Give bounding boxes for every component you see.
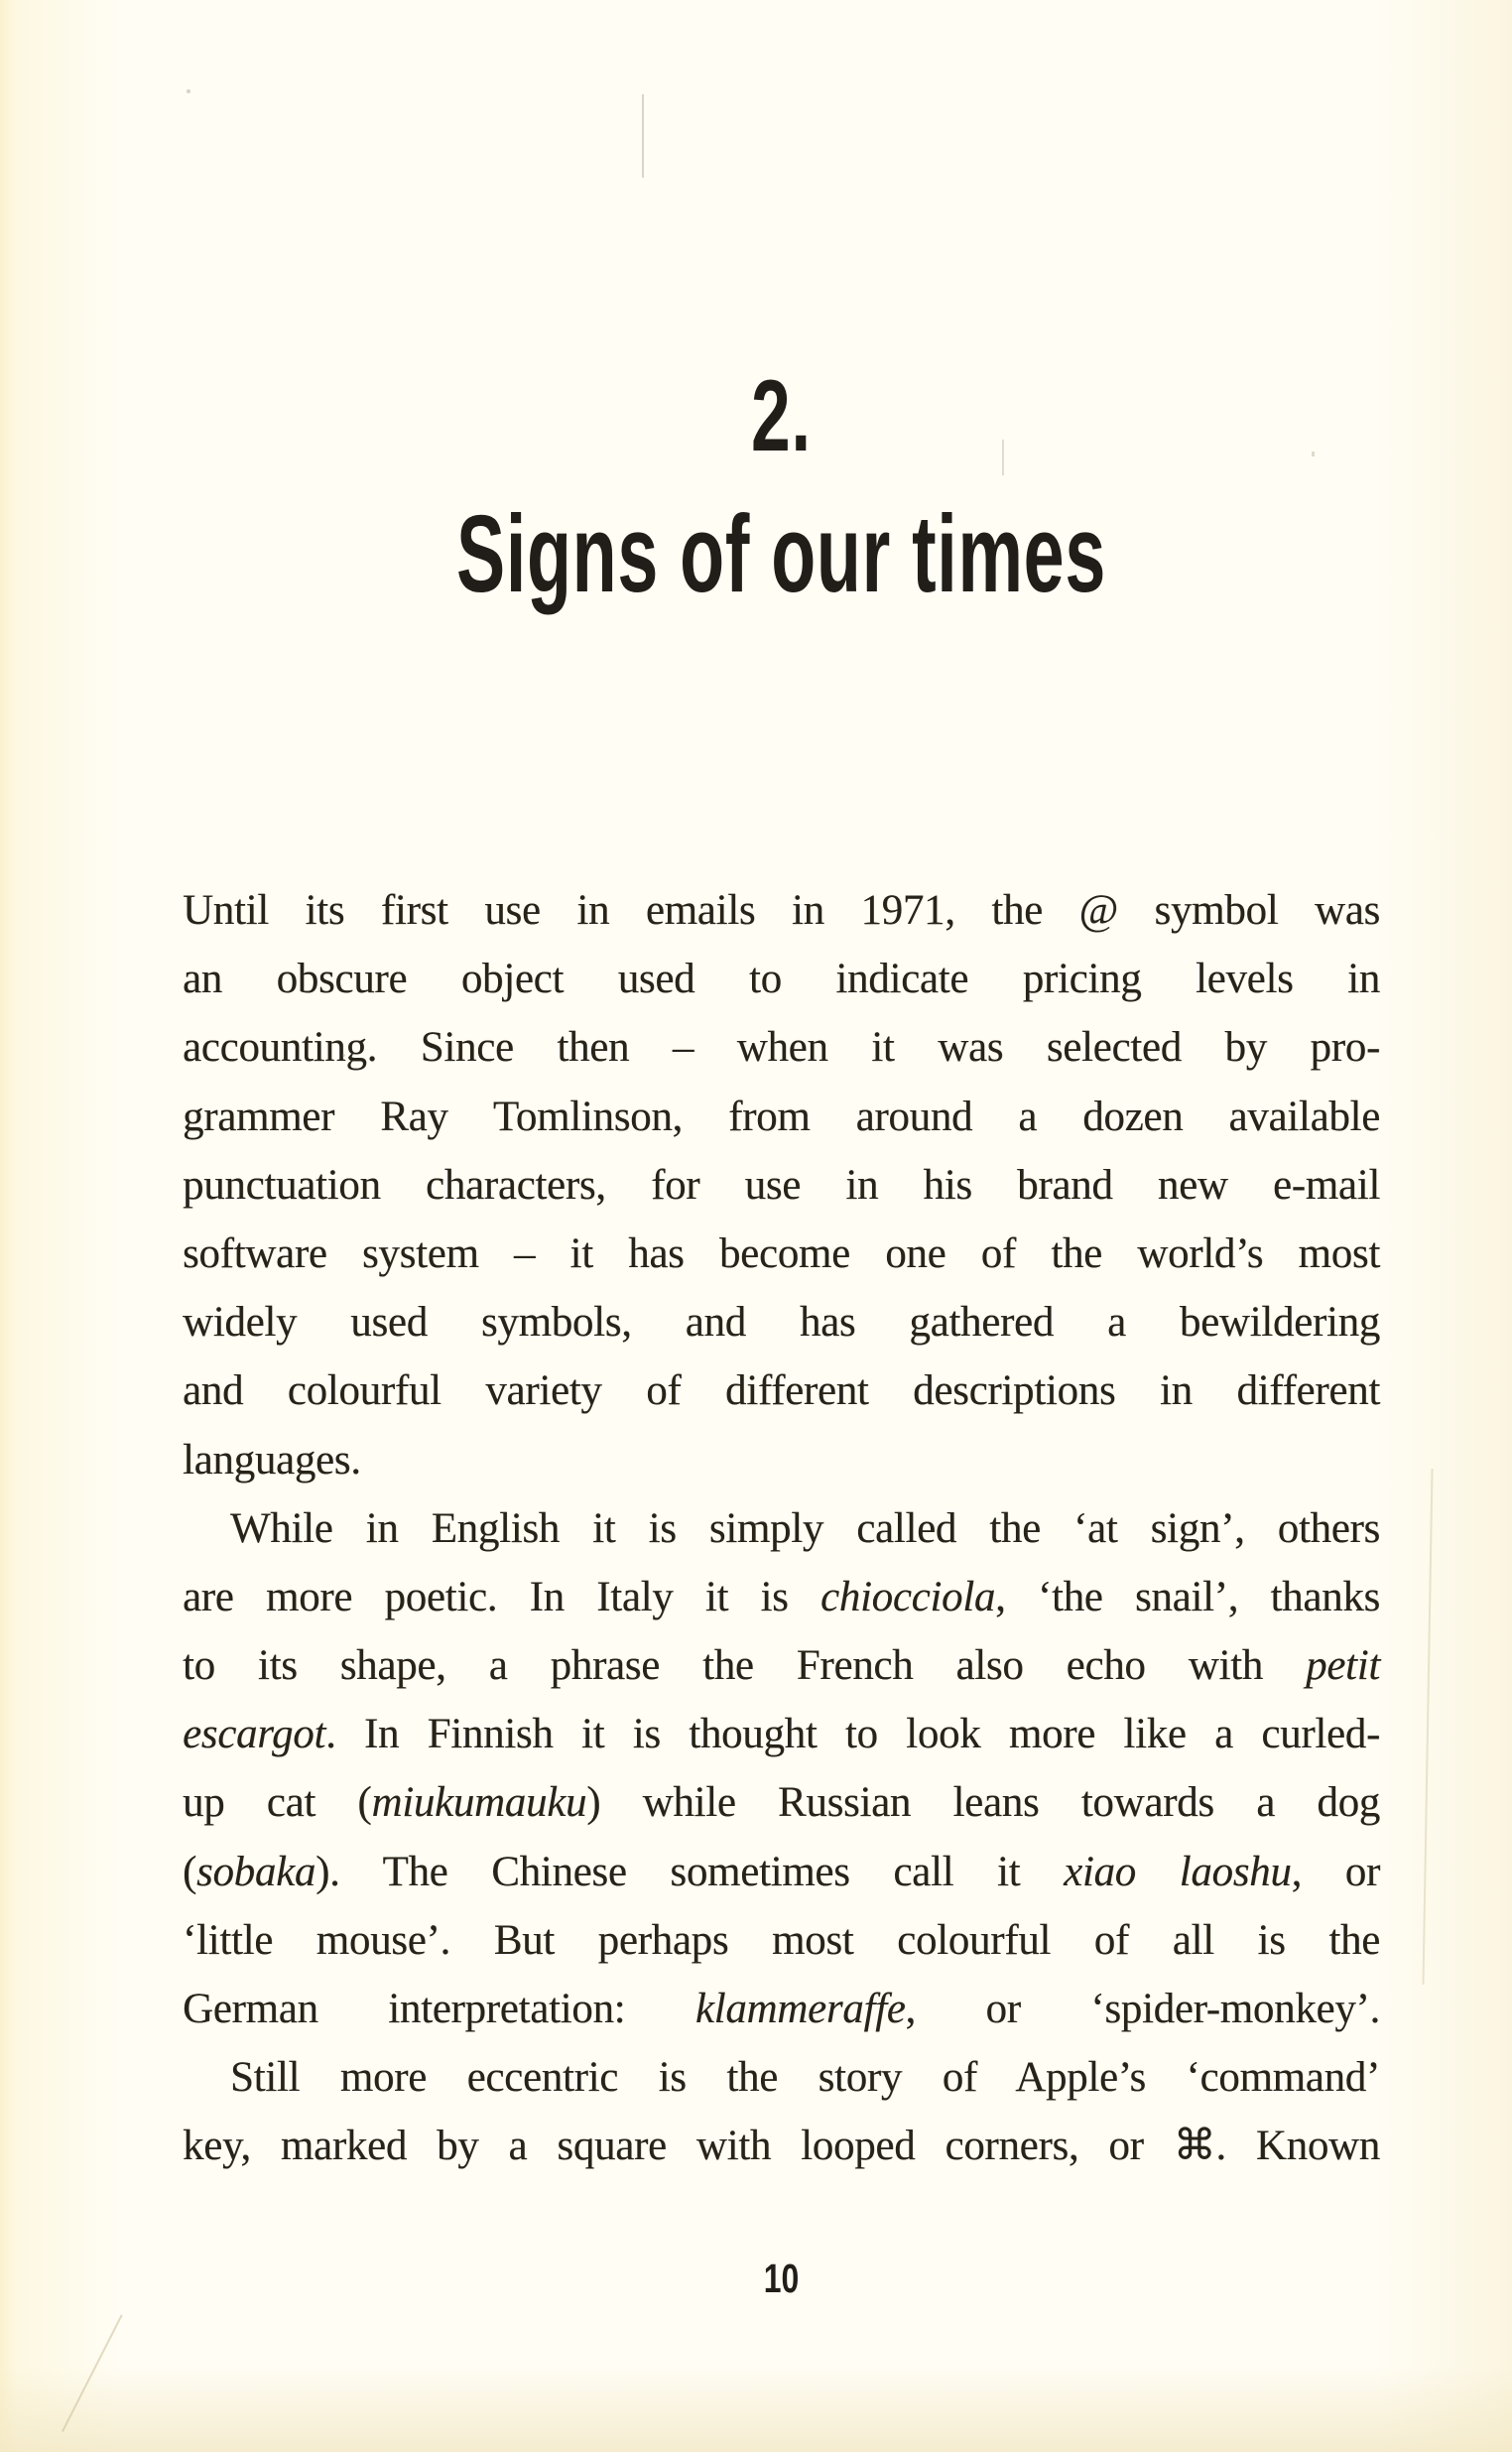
scan-speck: [1312, 452, 1315, 456]
italic-text: escargot: [183, 1711, 326, 1758]
text-segment: accounting. Since then – when it was selected by pro-: [183, 1024, 1380, 1072]
text-segment: widely used symbols, and has gathered a bewildering: [183, 1299, 1380, 1347]
text-segment: (: [183, 1848, 197, 1895]
text-segment: ) while Russian leans towards a dog: [586, 1779, 1381, 1827]
text-line: [183, 1631, 1380, 1700]
body-text: [183, 876, 1380, 2181]
text-segment: punctuation characters, for use in his brand new e-mail: [183, 1161, 1380, 1209]
scan-speck: [187, 89, 190, 93]
text-line: [183, 1768, 1380, 1837]
text-line: [183, 1288, 1380, 1356]
text-line: [183, 945, 1380, 1013]
text-segment: and colourful variety of different descriptions in different: [183, 1367, 1380, 1415]
text-line: [183, 1563, 1380, 1631]
text-segment: software system – it has become one of the world’s most: [183, 1229, 1380, 1277]
text-line: [183, 1013, 1380, 1082]
text-line: [183, 1356, 1380, 1425]
text-segment: , or ‘spider-monkey’.: [905, 1986, 1380, 2032]
italic-text: chiocciola: [820, 1573, 996, 1620]
text-segment: key, marked by a square with looped corners, or ⌘. Known: [183, 2123, 1380, 2170]
text-segment: , or: [1291, 1848, 1380, 1895]
text-line: [183, 876, 1380, 945]
text-segment: Still more eccentric is the story of Apple’s ‘command’: [230, 2054, 1380, 2102]
text-line: [183, 2112, 1380, 2180]
italic-text: miukumauku: [371, 1779, 587, 1827]
text-segment: ). The Chinese sometimes call it: [315, 1848, 1065, 1895]
text-line: [183, 1220, 1380, 1288]
text-line: [183, 1151, 1380, 1220]
text-line: [183, 1838, 1380, 1906]
italic-text: xiao laoshu: [1064, 1848, 1292, 1895]
text-line: [183, 1083, 1380, 1151]
italic-text: petit: [1306, 1642, 1380, 1690]
text-segment: to its shape, a phrase the French also echo with: [183, 1642, 1307, 1690]
text-line: [183, 1975, 1380, 2043]
text-line: [183, 1494, 1380, 1563]
scan-crease: [62, 2314, 123, 2432]
text-segment: Until its first use in emails in 1971, the @ symbol was: [183, 887, 1380, 934]
scan-crease: [1422, 1469, 1433, 1985]
italic-text: sobaka: [196, 1848, 316, 1895]
text-segment: While in English it is simply called the ‘at sign’, others: [230, 1504, 1380, 1552]
text-segment: languages.: [183, 1436, 361, 1484]
italic-text: klammeraffe: [694, 1986, 906, 2032]
text-segment: German interpretation:: [183, 1986, 695, 2032]
text-line: [183, 1906, 1380, 1975]
chapter-number: 2.: [751, 359, 812, 472]
text-line: [183, 1700, 1380, 1768]
text-segment: up cat (: [183, 1779, 372, 1827]
text-segment: an obscure object used to indicate pricing levels in: [183, 956, 1380, 1003]
text-line: [183, 2043, 1380, 2112]
text-segment: are more poetic. In Italy it is: [183, 1573, 820, 1620]
text-line: [183, 1426, 1380, 1494]
text-segment: grammer Ray Tomlinson, from around a dozen available: [183, 1093, 1380, 1140]
chapter-title: Signs of our times: [456, 493, 1106, 615]
page-number: 10: [763, 2256, 800, 2301]
text-segment: ‘little mouse’. But perhaps most colourful of all is the: [183, 1916, 1380, 1964]
text-segment: , ‘the snail’, thanks: [995, 1573, 1380, 1620]
text-segment: . In Finnish it is thought to look more like a curled-: [325, 1711, 1380, 1758]
scan-artifact-line: [642, 94, 644, 178]
